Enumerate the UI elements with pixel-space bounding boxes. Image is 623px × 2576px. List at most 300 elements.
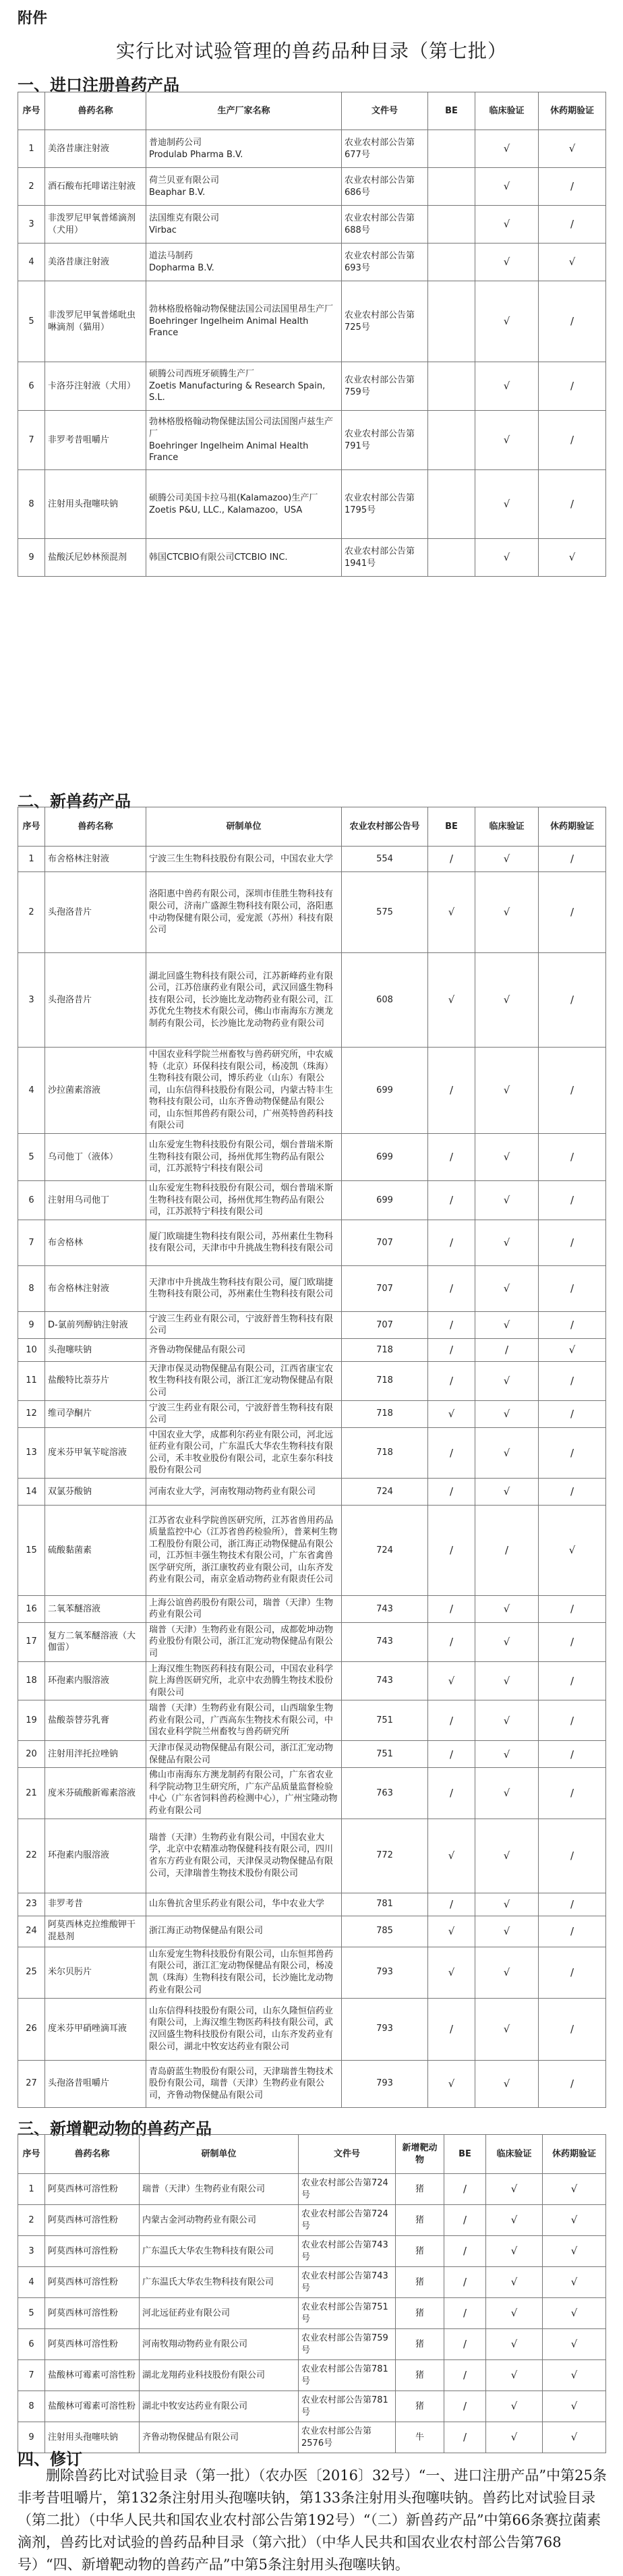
cell-be: √ (428, 872, 475, 953)
cell-clin: √ (475, 847, 539, 872)
cell-name: 盐酸沃尼妙林预混剂 (45, 539, 146, 577)
cell-ann: 699 (342, 1133, 428, 1180)
section4-title: 四、修订 (18, 2449, 82, 2469)
cell-name: 阿莫西林可溶性粉 (45, 2267, 140, 2298)
cell-clin: √ (475, 1893, 539, 1916)
column-header: 研制单位 (140, 2135, 299, 2174)
table-row (18, 1768, 606, 1819)
cell-be: / (428, 1311, 475, 1338)
cell-clin: √ (475, 1768, 539, 1819)
cell-be: / (428, 1180, 475, 1220)
table-row (18, 1893, 606, 1916)
cell-clin: √ (475, 168, 539, 206)
column-header: BE (428, 92, 475, 130)
cell-no: 4 (18, 244, 45, 281)
table-row (18, 1180, 606, 1220)
cell-no: 3 (18, 2236, 45, 2267)
cell-be: √ (428, 1916, 475, 1947)
new-target-animal-table (18, 2134, 606, 2453)
cell-ann: 743 (342, 1661, 428, 1700)
cell-unit: 上海汉维生物医药科技有限公司，中国农业科学院上海兽医研究所，北京中农劲腾生物技术股份有限公司 (146, 1661, 342, 1700)
cell-no: 24 (18, 1916, 45, 1947)
cell-clin: √ (475, 1180, 539, 1220)
cell-no: 3 (18, 206, 45, 244)
cell-clin: √ (475, 872, 539, 953)
cell-clin: √ (475, 1661, 539, 1700)
cell-wd: / (539, 470, 606, 539)
cell-be: / (428, 1700, 475, 1741)
cell-wd: √ (543, 2329, 606, 2360)
cell-wd: / (539, 847, 606, 872)
cell-no: 5 (18, 1133, 45, 1180)
table-row (18, 2174, 606, 2205)
table-row (18, 872, 606, 953)
cell-unit: 齐鲁动物保健品有限公司 (140, 2422, 299, 2453)
cell-wd: / (539, 2060, 606, 2107)
section1-title: 一、进口注册兽药产品 (18, 75, 179, 94)
cell-clin: √ (475, 1048, 539, 1134)
cell-name: 盐酸特比萘芬片 (45, 1361, 146, 1400)
cell-wd: / (539, 1220, 606, 1265)
cell-name: 注射用泮托拉唑钠 (45, 1741, 146, 1768)
cell-be: / (428, 1478, 475, 1505)
cell-name: 盐酸萘替芬乳膏 (45, 1700, 146, 1741)
cell-ann: 575 (342, 872, 428, 953)
cell-be: / (444, 2174, 486, 2205)
cell-clin: √ (475, 953, 539, 1048)
cell-no: 21 (18, 1768, 45, 1819)
column-header: 农业农村部公告号 (342, 807, 428, 847)
cell-wd: / (539, 1819, 606, 1893)
table-row (18, 1361, 606, 1400)
cell-no: 15 (18, 1505, 45, 1595)
cell-ann: 751 (342, 1700, 428, 1741)
cell-name: D-氯前列醇钠注射液 (45, 1311, 146, 1338)
cell-wd: √ (543, 2174, 606, 2205)
cell-name: 头孢噻呋钠 (45, 1338, 146, 1361)
table-row (18, 1622, 606, 1661)
cell-unit: 河南农业大学，河南牧翔动物药业有限公司 (146, 1478, 342, 1505)
cell-name: 布舍格林注射液 (45, 847, 146, 872)
cell-doc: 农业农村部公告第759号 (342, 362, 428, 411)
cell-be (428, 244, 475, 281)
cell-doc: 农业农村部公告第686号 (342, 168, 428, 206)
cell-doc: 农业农村部公告第791号 (342, 411, 428, 470)
cell-clin: √ (475, 1947, 539, 1998)
table-row (18, 2298, 606, 2329)
cell-no: 18 (18, 1661, 45, 1700)
cell-clin: √ (486, 2205, 543, 2236)
cell-wd: / (539, 1893, 606, 1916)
table-row (18, 1133, 606, 1180)
cell-name: 硫酸黏菌素 (45, 1505, 146, 1595)
table-row (18, 130, 606, 168)
cell-no: 27 (18, 2060, 45, 2107)
cell-clin: √ (475, 1700, 539, 1741)
cell-animal: 猪 (396, 2236, 444, 2267)
column-header: 文件号 (342, 92, 428, 130)
cell-clin: / (475, 1338, 539, 1361)
cell-name: 布舍格林注射液 (45, 1265, 146, 1311)
cell-name: 非罗考昔咀嚼片 (45, 411, 146, 470)
cell-unit: 山东爱宠生物科技股份有限公司，烟台普瑞米斯生物科技有限公司，扬州优邦生物药品有限公司，江苏派特宁科技有限公司 (146, 1180, 342, 1220)
column-header: 临床验证 (486, 2135, 543, 2174)
cell-unit: 湖北中牧安达药业有限公司 (140, 2391, 299, 2422)
cell-wd: / (539, 1478, 606, 1505)
cell-unit: 浙江海正动物保健品有限公司 (146, 1916, 342, 1947)
cell-unit: 厦门欧瑞捷生物科技有限公司，苏州素仕生物科技有限公司，天津市中升挑战生物科技有限公司 (146, 1220, 342, 1265)
cell-ann: 707 (342, 1265, 428, 1311)
cell-ann: 793 (342, 1947, 428, 1998)
document-title: 实行比对试验管理的兽药品种目录（第七批） (115, 40, 507, 62)
cell-no: 4 (18, 1048, 45, 1134)
cell-name: 盐酸林可霉素可溶性粉 (45, 2360, 140, 2391)
table-row (18, 2267, 606, 2298)
cell-unit: 湖北回盛生物科技有限公司，江苏新峰药业有限公司，江苏倍康药业有限公司，武汉回盛生物科技有限公司，长沙施比龙动物药业有限公司，江苏优允生物技术有限公司，佛山市南海东方澳龙制药有限公司，长沙施比龙动物药业有限公司 (146, 953, 342, 1048)
cell-maker: 法国维克有限公司 Virbac (146, 206, 342, 244)
cell-name: 环孢素内服溶液 (45, 1819, 146, 1893)
cell-unit: 湖北龙翔药业科技股份有限公司 (140, 2360, 299, 2391)
table-row (18, 470, 606, 539)
cell-no: 19 (18, 1700, 45, 1741)
cell-wd: √ (539, 1338, 606, 1361)
cell-wd: / (539, 168, 606, 206)
cell-be: / (444, 2422, 486, 2453)
table-row (18, 362, 606, 411)
cell-doc: 农业农村部公告第724号 (299, 2174, 396, 2205)
cell-name: 度米芬硫酸新霉素溶液 (45, 1768, 146, 1819)
cell-unit: 齐鲁动物保健品有限公司 (146, 1338, 342, 1361)
cell-clin: √ (486, 2174, 543, 2205)
cell-clin: √ (475, 539, 539, 577)
cell-unit: 佛山市南海东方澳龙制药有限公司，广东省农业科学院动物卫生研究所，广东产品质量监督检验中心（广东省饲料兽药检测中心），广州宝隆动物药业有限公司 (146, 1768, 342, 1819)
cell-no: 14 (18, 1478, 45, 1505)
column-header: 兽药名称 (45, 92, 146, 130)
cell-ann: 724 (342, 1478, 428, 1505)
cell-name: 非泼罗尼甲氧普烯滴剂（犬用） (45, 206, 146, 244)
table-row (18, 1265, 606, 1311)
table-row (18, 1220, 606, 1265)
cell-be: / (428, 1998, 475, 2060)
cell-animal: 猪 (396, 2174, 444, 2205)
column-header: 休药期验证 (539, 92, 606, 130)
cell-ann: 793 (342, 1998, 428, 2060)
cell-no: 16 (18, 1595, 45, 1622)
cell-name: 阿莫西林可溶性粉 (45, 2298, 140, 2329)
table-row (18, 1595, 606, 1622)
cell-unit: 上海公谊兽药股份有限公司，瑞普（天津）生物药业有限公司 (146, 1595, 342, 1622)
cell-maker: 道法马制药 Dopharma B.V. (146, 244, 342, 281)
cell-clin: √ (486, 2360, 543, 2391)
column-header: 休药期验证 (539, 807, 606, 847)
cell-be: / (444, 2205, 486, 2236)
cell-name: 注射用乌司他丁 (45, 1180, 146, 1220)
cell-no: 26 (18, 1998, 45, 2060)
cell-name: 美洛昔康注射液 (45, 130, 146, 168)
cell-name: 酒石酸布托啡诺注射液 (45, 168, 146, 206)
cell-unit: 山东爱宠生物科技股份有限公司，山东恒邦兽药有限公司，浙江汇宠动物保健品有限公司，杨凌凯（珠海）生物科技有限公司，长沙施比龙动物药业有限公司 (146, 1947, 342, 1998)
cell-name: 乌司他丁（液体） (45, 1133, 146, 1180)
table-row (18, 1700, 606, 1741)
cell-wd: / (539, 1768, 606, 1819)
column-header: 休药期验证 (543, 2135, 606, 2174)
cell-no: 3 (18, 953, 45, 1048)
cell-doc: 农业农村部公告第751号 (299, 2298, 396, 2329)
cell-clin: √ (475, 1220, 539, 1265)
cell-no: 2 (18, 872, 45, 953)
cell-clin: √ (475, 1595, 539, 1622)
cell-be: / (428, 1361, 475, 1400)
cell-wd: / (539, 1661, 606, 1700)
cell-ann: 718 (342, 1427, 428, 1478)
cell-clin: √ (475, 1916, 539, 1947)
cell-wd: / (539, 362, 606, 411)
cell-name: 布舍格林 (45, 1220, 146, 1265)
cell-be: / (428, 1768, 475, 1819)
cell-unit: 河南牧翔动物药业有限公司 (140, 2329, 299, 2360)
cell-clin: √ (475, 1311, 539, 1338)
cell-unit: 江苏省农业科学院兽医研究所，江苏省兽用药品质量监控中心（江苏省兽药检验所），普莱柯生物工程股份有限公司，浙江海正动物保健品有限公司，江苏恒丰强生物技术有限公司，广东省禽兽医学研究所，浙江康牧药业有限公司，山东齐发药业有限公司，南京金盾动物药业有限责任公司 (146, 1505, 342, 1595)
cell-ann: 699 (342, 1180, 428, 1220)
cell-clin: √ (486, 2236, 543, 2267)
column-header: 兽药名称 (45, 807, 146, 847)
cell-ann: 707 (342, 1311, 428, 1338)
cell-doc: 农业农村部公告第1795号 (342, 470, 428, 539)
column-header: BE (444, 2135, 486, 2174)
cell-be (428, 411, 475, 470)
cell-be (428, 206, 475, 244)
table-row (18, 411, 606, 470)
cell-clin: √ (475, 1265, 539, 1311)
cell-no: 9 (18, 2422, 45, 2453)
cell-name: 非罗考昔 (45, 1893, 146, 1916)
cell-unit: 宁波三生药业有限公司，宁波舒普生物科技有限公司 (146, 1400, 342, 1427)
cell-maker: 普迪制药公司 Produlab Pharma B.V. (146, 130, 342, 168)
cell-doc: 农业农村部公告第781号 (299, 2360, 396, 2391)
cell-animal: 猪 (396, 2360, 444, 2391)
cell-be: / (428, 1741, 475, 1768)
cell-doc: 农业农村部公告第693号 (342, 244, 428, 281)
imported-products-table (18, 92, 606, 577)
cell-clin: √ (486, 2391, 543, 2422)
cell-ann: 718 (342, 1338, 428, 1361)
cell-no: 9 (18, 539, 45, 577)
cell-clin: √ (475, 206, 539, 244)
column-header: 临床验证 (475, 92, 539, 130)
table-row (18, 1998, 606, 2060)
cell-ann: 781 (342, 1893, 428, 1916)
cell-wd: / (539, 1048, 606, 1134)
cell-no: 7 (18, 411, 45, 470)
cell-be: / (444, 2267, 486, 2298)
cell-ann: 772 (342, 1819, 428, 1893)
cell-name: 注射用头孢噻呋钠 (45, 2422, 140, 2453)
cell-ann: 724 (342, 1505, 428, 1595)
cell-name: 阿莫西林克拉维酸钾干混悬剂 (45, 1916, 146, 1947)
cell-be: √ (428, 1400, 475, 1427)
cell-be (428, 130, 475, 168)
cell-be: / (444, 2391, 486, 2422)
cell-wd: / (539, 872, 606, 953)
cell-be: √ (428, 2060, 475, 2107)
cell-name: 双氯芬酸钠 (45, 1478, 146, 1505)
cell-wd: / (539, 953, 606, 1048)
cell-no: 12 (18, 1400, 45, 1427)
table-row (18, 2422, 606, 2453)
cell-unit: 天津市保灵动物保健品有限公司，浙江汇宠动物保健品有限公司 (146, 1741, 342, 1768)
cell-wd: √ (543, 2205, 606, 2236)
cell-unit: 山东信得科技股份有限公司，山东久隆恒信药业有限公司，上海汉维生物医药科技有限公司，武汉回盛生物科技股份有限公司，山东齐发药业有限公司，湖北中牧安达药业有限公司 (146, 1998, 342, 2060)
table-row (18, 168, 606, 206)
cell-name: 阿莫西林可溶性粉 (45, 2174, 140, 2205)
cell-wd: √ (543, 2236, 606, 2267)
table-row (18, 1427, 606, 1478)
column-header: 文件号 (299, 2135, 396, 2174)
cell-wd: / (539, 1133, 606, 1180)
cell-no: 1 (18, 130, 45, 168)
cell-wd: / (539, 1180, 606, 1220)
cell-no: 13 (18, 1427, 45, 1478)
cell-name: 复方二氧苯醚溶液（大伽雷） (45, 1622, 146, 1661)
table-row (18, 953, 606, 1048)
cell-wd: / (539, 1998, 606, 2060)
attachment-label: 附件 (18, 9, 48, 27)
cell-doc: 农业农村部公告第1941号 (342, 539, 428, 577)
column-header: 生产厂家名称 (146, 92, 342, 130)
cell-be (428, 539, 475, 577)
cell-no: 17 (18, 1622, 45, 1661)
cell-wd: √ (539, 1505, 606, 1595)
cell-clin: √ (475, 244, 539, 281)
cell-no: 1 (18, 847, 45, 872)
cell-unit: 中国农业大学，成都利尔药业有限公司，河北远征药业有限公司，广东温氏大华农生物科技有限公司，禾丰牧业股份有限公司，北京生泰尔科技股份有限公司 (146, 1427, 342, 1478)
cell-be: / (428, 1505, 475, 1595)
section2-title: 二、新兽药产品 (18, 791, 131, 811)
cell-unit: 内蒙古金河动物药业有限公司 (140, 2205, 299, 2236)
table-row (18, 539, 606, 577)
table-row (18, 281, 606, 362)
table-row (18, 1311, 606, 1338)
cell-wd: √ (543, 2360, 606, 2391)
cell-name: 维司孕酮片 (45, 1400, 146, 1427)
cell-no: 1 (18, 2174, 45, 2205)
cell-unit: 洛阳惠中兽药有限公司，深圳市佳胜生物科技有限公司，济南广盛源生物科技有限公司，洛阳惠中动物保健有限公司，爱宠派（苏州）科技有限公司 (146, 872, 342, 953)
cell-unit: 青岛蔚蓝生物股份有限公司，天津瑞普生物技术股份有限公司，瑞普（天津）生物药业有限公司，齐鲁动物保健品有限公司 (146, 2060, 342, 2107)
cell-name: 度米芬甲氧苄啶溶液 (45, 1427, 146, 1478)
cell-clin: √ (486, 2298, 543, 2329)
cell-clin: √ (486, 2422, 543, 2453)
table-row (18, 1505, 606, 1595)
cell-unit: 天津市中升挑战生物科技有限公司，厦门欧瑞捷生物科技有限公司，苏州素仕生物科技有限公司 (146, 1265, 342, 1311)
cell-wd: √ (539, 130, 606, 168)
cell-ann: 743 (342, 1622, 428, 1661)
cell-no: 23 (18, 1893, 45, 1916)
new-products-table (18, 807, 606, 2108)
cell-maker: 勃林格殷格翰动物保健法国公司法国图卢兹生产厂 Boehringer Ingelheim Animal Health France (146, 411, 342, 470)
cell-name: 米尔贝肟片 (45, 1947, 146, 1998)
cell-no: 22 (18, 1819, 45, 1893)
table-row (18, 847, 606, 872)
cell-be: / (428, 1220, 475, 1265)
cell-no: 6 (18, 1180, 45, 1220)
cell-doc: 农业农村部公告第2576号 (299, 2422, 396, 2453)
cell-doc: 农业农村部公告第759号 (299, 2329, 396, 2360)
table-row (18, 2205, 606, 2236)
cell-doc: 农业农村部公告第743号 (299, 2267, 396, 2298)
cell-clin: √ (475, 1998, 539, 2060)
cell-be (428, 470, 475, 539)
cell-unit: 瑞普（天津）生物药业有限公司，山西瑞象生物药业有限公司，广西高东生物技术有限公司，中国农业科学院兰州畜牧与兽药研究所 (146, 1700, 342, 1741)
cell-clin: √ (475, 281, 539, 362)
cell-animal: 猪 (396, 2391, 444, 2422)
cell-name: 注射用头孢噻呋钠 (45, 470, 146, 539)
cell-no: 2 (18, 2205, 45, 2236)
cell-ann: 718 (342, 1361, 428, 1400)
cell-no: 10 (18, 1338, 45, 1361)
table-row (18, 2391, 606, 2422)
cell-wd: / (539, 206, 606, 244)
cell-doc: 农业农村部公告第743号 (299, 2236, 396, 2267)
cell-wd: / (539, 411, 606, 470)
cell-clin: √ (486, 2267, 543, 2298)
cell-wd: / (539, 1311, 606, 1338)
table-row (18, 1741, 606, 1768)
cell-ann: 718 (342, 1400, 428, 1427)
table-row (18, 1478, 606, 1505)
cell-wd: √ (543, 2267, 606, 2298)
cell-maker: 韩国CTCBIO有限公司CTCBIO INC. (146, 539, 342, 577)
cell-wd: √ (539, 244, 606, 281)
cell-name: 度米芬甲硝唑滴耳液 (45, 1998, 146, 2060)
cell-clin: √ (475, 1741, 539, 1768)
cell-be: / (444, 2298, 486, 2329)
cell-wd: √ (543, 2391, 606, 2422)
cell-wd: / (539, 1622, 606, 1661)
column-header: 临床验证 (475, 807, 539, 847)
cell-wd: √ (539, 539, 606, 577)
table-row (18, 1916, 606, 1947)
cell-animal: 猪 (396, 2298, 444, 2329)
cell-unit: 瑞普（天津）生物药业有限公司，成都乾坤动物药业股份有限公司，浙江汇宠动物保健品有限公司 (146, 1622, 342, 1661)
cell-clin: √ (475, 1400, 539, 1427)
cell-animal: 牛 (396, 2422, 444, 2453)
cell-wd: √ (543, 2422, 606, 2453)
table-row (18, 2329, 606, 2360)
cell-no: 4 (18, 2267, 45, 2298)
cell-name: 美洛昔康注射液 (45, 244, 146, 281)
cell-be: √ (428, 1819, 475, 1893)
cell-no: 25 (18, 1947, 45, 1998)
cell-no: 11 (18, 1361, 45, 1400)
cell-be: / (428, 1622, 475, 1661)
cell-wd: / (539, 1947, 606, 1998)
cell-name: 沙拉菌素溶液 (45, 1048, 146, 1134)
cell-be: / (428, 847, 475, 872)
cell-clin: √ (475, 1622, 539, 1661)
table-row (18, 2236, 606, 2267)
cell-unit: 广东温氏大华农生物科技有限公司 (140, 2267, 299, 2298)
cell-wd: / (539, 1400, 606, 1427)
cell-unit: 宁波三生药业有限公司，宁波舒普生物科技有限公司 (146, 1311, 342, 1338)
cell-animal: 猪 (396, 2329, 444, 2360)
cell-clin: √ (475, 362, 539, 411)
cell-no: 7 (18, 1220, 45, 1265)
column-header: BE (428, 807, 475, 847)
cell-doc: 农业农村部公告第724号 (299, 2205, 396, 2236)
cell-name: 头孢洛昔咀嚼片 (45, 2060, 146, 2107)
cell-wd: / (539, 1265, 606, 1311)
column-header: 兽药名称 (45, 2135, 140, 2174)
